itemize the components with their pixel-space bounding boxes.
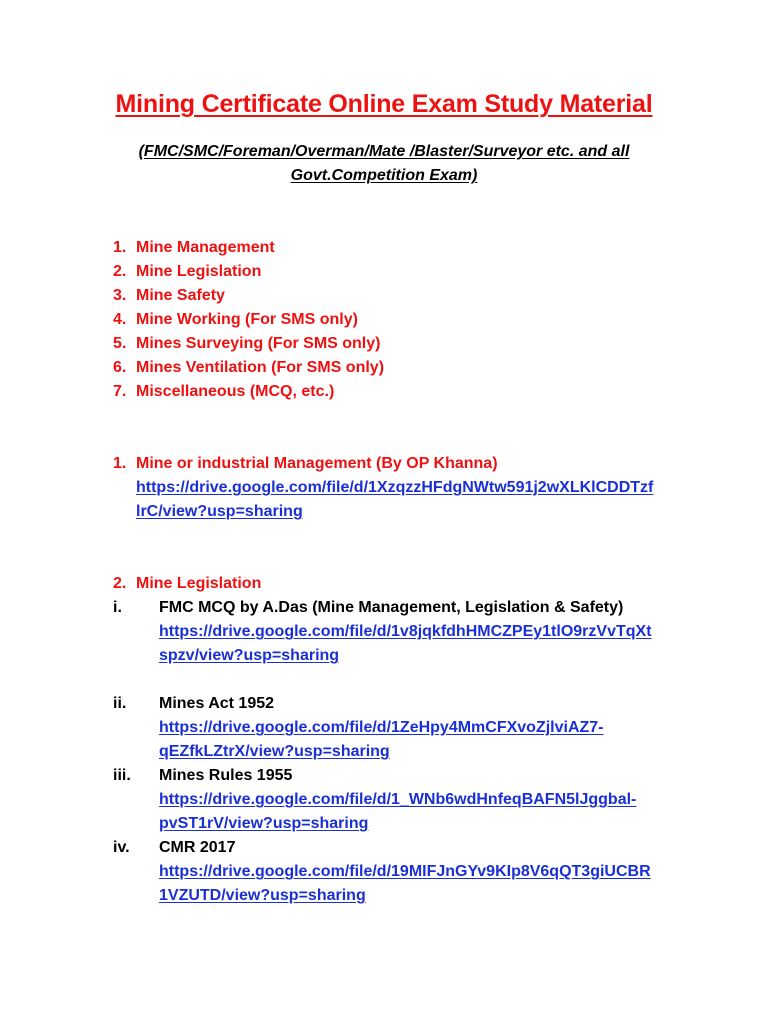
drive-link-line-1[interactable]: https://drive.google.com/file/d/1v8jqkfdhHMCZPEy1tlO9rzVvTqXt (159, 623, 652, 640)
item-numeral: ii. (113, 695, 127, 712)
drive-link-line-1[interactable]: https://drive.google.com/file/d/19MIFJnGYv9KIp8V6qQT3giUCBR (159, 863, 651, 880)
item-label: FMC MCQ by A.Das (Mine Management, Legislation & Safety) (159, 599, 624, 616)
item-label: CMR 2017 (159, 839, 236, 856)
page-title: Mining Certificate Online Exam Study Material (115, 90, 653, 118)
subtitle-line-1: (FMC/SMC/Foreman/Overman/Mate /Blaster/Surveyor etc. and all (138, 143, 630, 160)
section-title: Mine or industrial Management (By OP Khanna) (136, 455, 498, 472)
drive-link-line-1[interactable]: https://drive.google.com/file/d/1XzqzzHFdgNWtw591j2wXLKlCDDTzf (136, 479, 654, 496)
drive-link-line-2[interactable]: qEZfkLZtrX/view?usp=sharing (159, 743, 390, 760)
toc-item-label: Mine Working (For SMS only) (136, 311, 358, 328)
toc-item-number: 4. (113, 311, 127, 328)
toc-item-number: 3. (113, 287, 127, 304)
drive-link-line-2[interactable]: lrC/view?usp=sharing (136, 503, 303, 520)
section-title: Mine Legislation (136, 575, 262, 592)
toc-item-label: Mines Surveying (For SMS only) (136, 335, 381, 352)
toc-item-number: 2. (113, 263, 127, 280)
drive-link-line-2[interactable]: spzv/view?usp=sharing (159, 647, 340, 664)
toc-item-number: 1. (113, 239, 127, 256)
drive-link-line-1[interactable]: https://drive.google.com/file/d/1_WNb6wdHnfeqBAFN5lJggbal- (159, 791, 637, 808)
item-numeral: iv. (113, 839, 130, 856)
drive-link-line-2[interactable]: 1VZUTD/view?usp=sharing (159, 887, 366, 904)
page-subtitle (110, 140, 658, 188)
toc-item-label: Mine Management (136, 239, 275, 256)
section-number: 1. (113, 455, 127, 472)
toc-item-number: 7. (113, 383, 127, 400)
toc-item-label: Mine Legislation (136, 263, 262, 280)
item-numeral: iii. (113, 767, 131, 784)
toc-item-number: 6. (113, 359, 127, 376)
drive-link-line-2[interactable]: pvST1rV/view?usp=sharing (159, 815, 369, 832)
drive-link-line-1[interactable]: https://drive.google.com/file/d/1ZeHpy4MmCFXvoZjlviAZ7- (159, 719, 604, 736)
section-number: 2. (113, 575, 127, 592)
subtitle-line-2: Govt.Competition Exam) (290, 167, 478, 184)
item-numeral: i. (113, 599, 122, 616)
toc-item-number: 5. (113, 335, 127, 352)
toc-item-label: Mine Safety (136, 287, 225, 304)
toc-item-label: Miscellaneous (MCQ, etc.) (136, 383, 335, 400)
item-label: Mines Rules 1955 (159, 767, 293, 784)
toc-item-label: Mines Ventilation (For SMS only) (136, 359, 385, 376)
item-label: Mines Act 1952 (159, 695, 275, 712)
